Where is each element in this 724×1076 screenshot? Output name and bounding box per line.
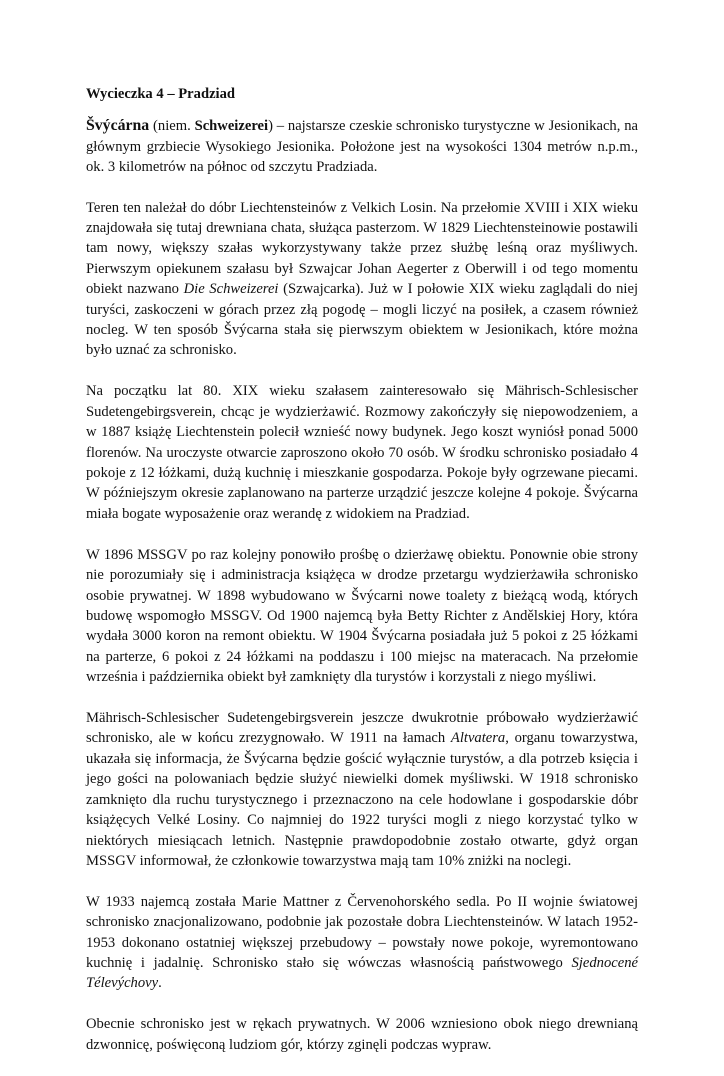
document-page bbox=[86, 84, 638, 1076]
paragraph-1933-italic: Sjednocené Télevýchovy bbox=[86, 955, 638, 992]
paragraph-1880s: Na początku lat 80. XIX wieku szałasem zainteresowało się Mährisch-Schlesischer Sudetengebirgsverein, chcąc je wydzierżawić. Rozmowy zakończyły się niepowodzeniem, a w 1887 książę Liechtenstein polecił wznieść nowy budynek. Jego koszt wyniósł ponad 5000 florenów. Na uroczyste otwarcie zaproszono około 70 osób. W środku schronisko posiadało 4 pokoje z 12 łóżkami, dużą kuchnię i mieszkanie gospodarza. Pokoje były ogrzewane piecami. W późniejszym okresie zaplanowano na parterze urządzić jeszcze kolejne 4 pokoje. Švýcarna miała bogate wyposażenie oraz werandę z widokiem na Pradziad. bbox=[86, 383, 638, 522]
paragraph-1911 bbox=[86, 708, 638, 871]
paragraph-1911-text: Mährisch-Schlesischer Sudetengebirgsverein jeszcze dwukrotnie próbowało wydzierżawić schronisko, ale w końcu zrezygnowało. W 1911 na łamach bbox=[86, 710, 638, 747]
paragraph-history-italic: Die Schweizerei bbox=[183, 281, 279, 298]
paragraph-present: Obecnie schronisko jest w rękach prywatnych. W 2006 wzniesiono obok niego drewnianą dzwonnicę, poświęconą ludziom gór, którzy zginęli podczas wypraw. bbox=[86, 1016, 638, 1053]
intro-paragraph bbox=[86, 116, 638, 177]
paragraph-history-text: Teren ten należał do dóbr Liechtensteinów z Velkich Losin. Na przełomie XVIII i XIX wieku znajdowała się tutaj drewniana chata, służąca pasterzom. W 1829 Liechtensteinowie postawili tam nowy, większy szałas wykorzystywany także przez służbę leśną oraz myśliwych. Pierwszym opiekunem szałasu był Szwajcar Johan Aegerter z Oberwill i od tego momentu obiekt nazwano bbox=[86, 199, 638, 298]
shelter-name: Švýcárna bbox=[86, 117, 150, 135]
paragraph-history-text-end: (Szwajcarka). Już w I połowie XIX wieku zaglądali do niej turyści, zaskoczeni w górach przez złą pogodę – mogli liczyć na posiłek, a czasem również nocleg. W ten sposób Švýcarna stała się pierwszym obiektem w Jesionikach, które można było uznać za schronisko. bbox=[86, 281, 639, 359]
paragraph-1933 bbox=[86, 892, 638, 994]
paragraph-1896: W 1896 MSSGV po raz kolejny ponowiło prośbę o dzierżawę obiektu. Ponownie obie strony nie porozumiały się i administracja książęca w drodze przetargu wydzierżawiła schronisko osobie prywatnej. W 1898 wybudowano w Švýcarni nowe toalety z bieżącą wodą, których budowę wspomogło MSSGV. Od 1900 najemcą była Betty Richter z Andělskiej Hory, która wydała 3000 koron na remont obiektu. W 1904 Švýcarna posiadała już 5 pokoi z 25 łóżkami na parterze, 6 pokoi z 24 łóżkami na poddaszu i 100 miejsc na materacach. Na przełomie września i października obiekt był zamknięty dla turystów i korzystali z niego myśliwi. bbox=[86, 546, 638, 686]
paragraph-1911-italic: Altvatera bbox=[450, 730, 506, 747]
intro-open-paren: (niem. bbox=[149, 118, 195, 135]
paragraph-1933-text-end: . bbox=[158, 975, 162, 992]
paragraph-1933-text: W 1933 najemcą została Marie Mattner z Červenohorského sedla. Po II wojnie światowej schronisko znacjonalizowano, podobnie jak pozostałe dobra Liechtensteinów. W latach 1952-1953 dokonano ostatniej większej przebudowy – powstały nowe pokoje, wyremontowano kuchnię i jadalnię. Schronisko stało się wówczas własnością państwowego bbox=[86, 893, 638, 972]
intro-text: ) – najstarsze czeskie schronisko turystyczne w Jesionikach, na głównym grzbiecie Wysokiego Jesionika. Położone jest na wysokości 1304 metrów n.p.m., ok. 3 kilometrów na północ od szczytu Pradziada. bbox=[86, 118, 638, 176]
paragraph-history bbox=[86, 198, 638, 361]
german-name: Schweizerei bbox=[194, 118, 269, 135]
paragraph-1911-text-end: , organu towarzystwa, ukazała się informacja, że Švýcarna będzie gościć wyłącznie turystów, a dla potrzeb księcia i jego gości na polowaniach będzie służyć niewielki domek myśliwski. W 1918 schronisko zamknięto dla ruchu turystycznego i przeznaczono na cele hodowlane i gospodarskie dóbr książęcych Velké Losiny. Co najmniej do 1922 turyści mogli z niego korzystać tylko w niektórych miesiącach letnich. Następnie prawdopodobnie zostało otwarte, gdyż organ MSSGV informował, że członkowie towarzystwa mają tam 10% zniżki na noclegi. bbox=[86, 730, 638, 869]
document-title: Wycieczka 4 – Pradziad bbox=[86, 86, 236, 102]
